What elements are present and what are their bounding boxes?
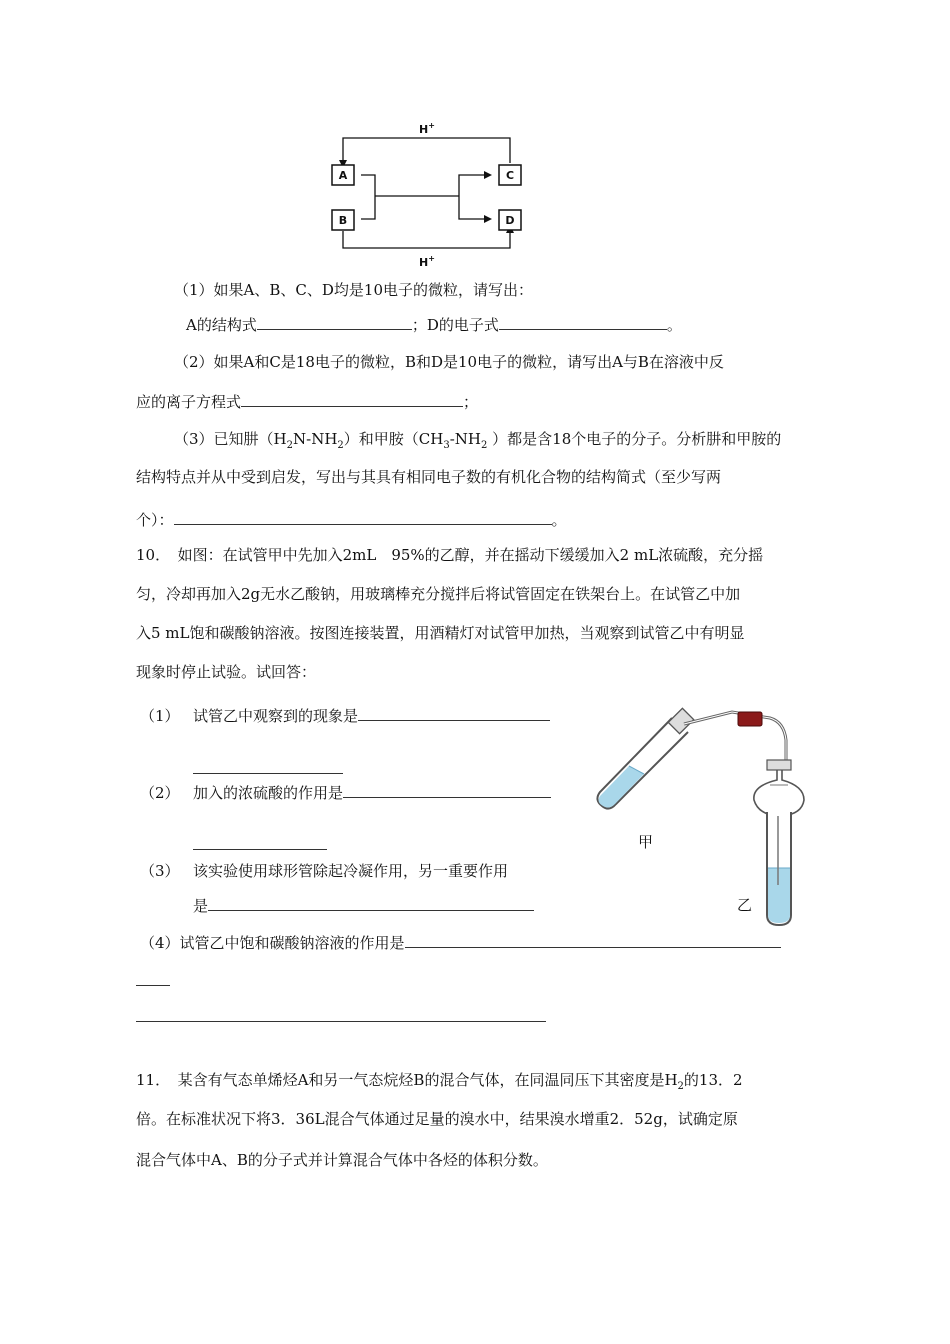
q9-part2-line2: 应的离子方程式 ； (136, 393, 479, 411)
answer-blank-sulfuric-acid[interactable] (343, 796, 551, 798)
q10-sub3-line2: 是 (193, 895, 534, 916)
q10-sub1-number: （1） (140, 707, 180, 725)
box-b-label: B (338, 214, 348, 227)
answer-blank-structures[interactable] (174, 523, 552, 525)
answer-blank-sodium-carbonate[interactable] (405, 946, 781, 948)
q10-sub1: 试管乙中观察到的现象是 (193, 705, 550, 726)
label-yi: 乙 (737, 896, 753, 914)
q10-sub2-number: （2） (140, 784, 180, 802)
q10-sub2: 加入的浓硫酸的作用是 (193, 782, 551, 803)
answer-blank-bulb-tube[interactable] (208, 909, 534, 911)
q10-sub4: （4）试管乙中饱和碳酸钠溶液的作用是 (140, 932, 781, 953)
q10-sub3-number: （3） (140, 862, 180, 880)
answer-blank-phenomenon[interactable] (358, 719, 550, 721)
test-tube-jia (597, 708, 693, 808)
q9-part1-intro: （1）如果A、B、C、D均是10电子的微粒，请写出： (174, 281, 533, 299)
esterification-apparatus (592, 700, 817, 930)
q10-line4: 现象时停止试验。试回答： (136, 663, 317, 681)
answer-blank-sodium-carbonate-cont[interactable] (136, 972, 170, 990)
q11-line3: 混合气体中A、B的分子式并计算混合气体中各烃的体积分数。 (136, 1151, 548, 1169)
q9-part3-line2: 结构特点并从中受到启发，写出与其具有相同电子数的有机化合物的结构简式（至少写两 (136, 468, 722, 486)
q10-line2: 匀，冷却再加入2g无水乙酸钠，用玻璃棒充分搅拌后将试管固定在铁架台上。在试管乙中加 (136, 585, 741, 603)
answer-blank-sodium-carbonate-cont2[interactable] (136, 1008, 546, 1026)
answer-blank-phenomenon-cont[interactable] (193, 760, 343, 778)
q11-line1: 11． 某含有气态单烯烃A和另一气态烷烃B的混合气体，在同温同压下其密度是$H_2$的13．2 (136, 1071, 743, 1092)
box-d-label: D (505, 214, 515, 227)
q10-sub3-line1: 该实验使用球形管除起冷凝作用，另一重要作用 (193, 862, 509, 880)
label-jia: 甲 (638, 833, 654, 851)
answer-blank-d-electron[interactable] (499, 328, 667, 330)
top-h-label: H+ (419, 121, 435, 136)
q9-part3-line3: 个）： 。 (136, 511, 567, 529)
q9-part2-line1: （2）如果A和C是18电子的微粒，B和D是10电子的微粒，请写出A与B在溶液中反 (174, 353, 724, 371)
q9-part3-line1: （3）已知肼$(H_2N-NH_2)$和甲胺（$CH_3-NH_2$ ）都是含18个电子的分子。分析肼和甲胺的 (174, 430, 782, 451)
q11-line2: 倍。在标准状况下将3．36L混合气体通过足量的溴水中，结果溴水增重2．52g，试确定原 (136, 1110, 738, 1128)
test-tube-yi (767, 812, 791, 925)
box-c-label: C (505, 169, 515, 182)
rubber-connector (738, 712, 762, 726)
bottom-h-label: H+ (419, 254, 435, 268)
q10-line1: 10． 如图：在试管甲中先加入2mL 95%的乙醇，并在摇动下缓缓加入2 mL浓硫酸，充分摇 (136, 546, 764, 564)
q10-line3: 入5 mL饱和碳酸钠溶液。按图连接装置，用酒精灯对试管甲加热，当观察到试管乙中有明显 (136, 624, 745, 642)
reaction-diagram (325, 118, 535, 268)
q9-part1-answers: A的结构式 ；D的电子式 。 (186, 316, 682, 334)
answer-blank-ionic-equation[interactable] (241, 405, 463, 407)
box-a-label: A (338, 169, 348, 182)
answer-blank-sulfuric-acid-cont[interactable] (193, 836, 327, 854)
answer-blank-a-structure[interactable] (257, 328, 412, 330)
